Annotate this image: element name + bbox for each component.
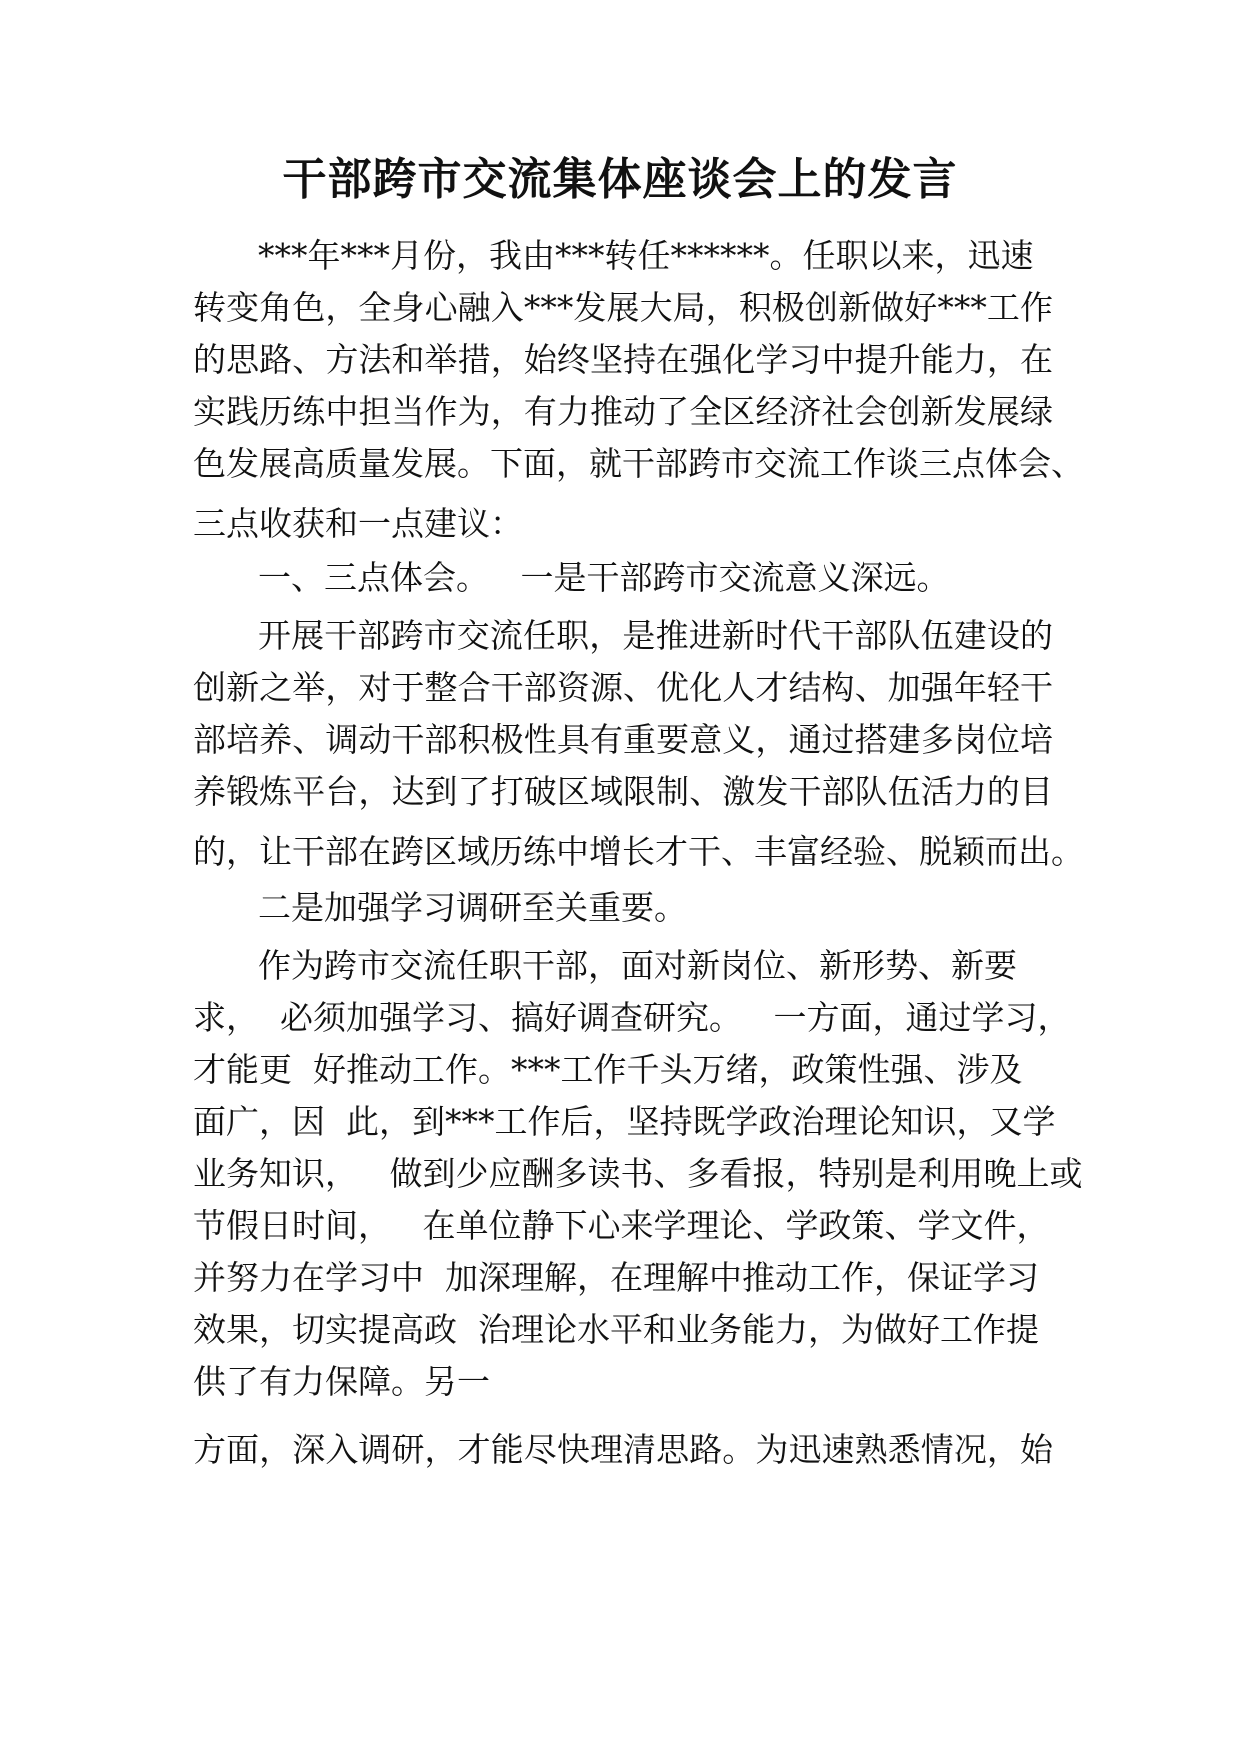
paragraph-line: 色发展高质量发展。下面，就干部跨市交流工作谈三点体会、	[193, 444, 1084, 483]
paragraph-line: 业务知识， 做到少应酬多读书、多看报，特别是利用晚上或	[193, 1154, 1083, 1193]
section-heading: 一、三点体会。 一是干部跨市交流意义深远。	[258, 558, 950, 597]
paragraph-line: 三点收获和一点建议：	[193, 504, 523, 543]
paragraph-line: 的思路、方法和举措，始终坚持在强化学习中提升能力，在	[193, 340, 1053, 379]
paragraph-line: 求， 必须加强学习、搞好调查研究。 一方面，通过学习，	[193, 998, 1071, 1037]
paragraph-line: 节假日时间， 在单位静下心来学理论、学政策、学文件，	[193, 1206, 1050, 1245]
paragraph-line: 才能更 好推动工作。***工作千头万绪，政策性强、涉及	[193, 1050, 1023, 1089]
paragraph-line: 的，让干部在跨区域历练中增长才干、丰富经验、脱颖而出。	[193, 832, 1084, 871]
paragraph-line: 转变角色，全身心融入***发展大局，积极创新做好***工作	[193, 288, 1053, 327]
paragraph-line: 方面，深入调研，才能尽快理清思路。为迅速熟悉情况，始	[193, 1430, 1053, 1469]
paragraph-line: 创新之举，对于整合干部资源、优化人才结构、加强年轻干	[193, 668, 1053, 707]
section-heading: 二是加强学习调研至关重要。	[258, 888, 687, 927]
paragraph-line: 效果，切实提高政 治理论水平和业务能力，为做好工作提	[193, 1310, 1039, 1349]
paragraph-line: 面广，因 此，到***工作后，坚持既学政治理论知识，又学	[193, 1102, 1056, 1141]
paragraph-line: ***年***月份，我由***转任******。任职以来，迅速	[258, 236, 1034, 275]
paragraph-line: 供了有力保障。另一	[193, 1362, 490, 1401]
paragraph-line: 作为跨市交流任职干部，面对新岗位、新形势、新要	[258, 946, 1017, 985]
paragraph-line: 养锻炼平台，达到了打破区域限制、激发干部队伍活力的目	[193, 772, 1053, 811]
document-title: 干部跨市交流集体座谈会上的发言	[282, 154, 958, 205]
paragraph-line: 并努力在学习中 加深理解，在理解中推动工作，保证学习	[193, 1258, 1039, 1297]
paragraph-line: 部培养、调动干部积极性具有重要意义，通过搭建多岗位培	[193, 720, 1053, 759]
paragraph-line: 实践历练中担当作为，有力推动了全区经济社会创新发展绿	[193, 392, 1053, 431]
paragraph-line: 开展干部跨市交流任职，是推进新时代干部队伍建设的	[258, 616, 1053, 655]
